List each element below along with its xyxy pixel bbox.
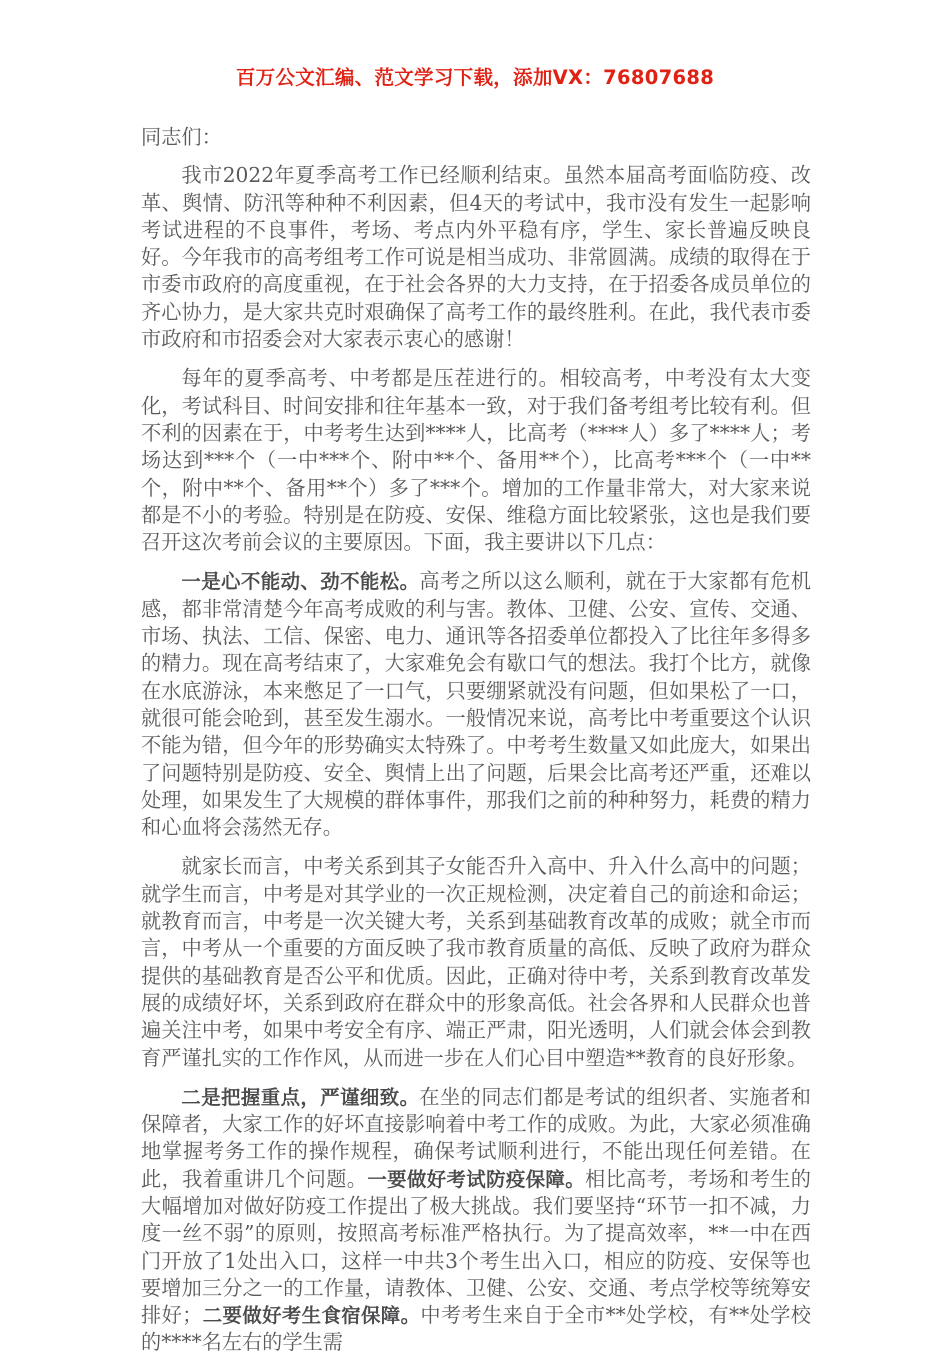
- spacer: [141, 1072, 811, 1084]
- paragraph-5: 二是把握重点，严谨细致。在坐的同志们都是考试的组织者、实施者和保障者，大家工作的好坏直接影响着中考工作的成败。为此，大家必须准确地掌握考务工作的操作规程，确保考试顺利进行，不能出现任何差错。在此，我着重讲几个问题。一要做好考试防疫保障。相比高考，考场和考生的大幅增加对做好防疫工作提出了极大挑战。我们要坚持“环节一扣不减，力度一丝不弱”的原则，按照高考标准严格执行。为了提高效率，**一中在西门开放了1处出入口，这样一中共3个考生出入口，相应的防疫、安保等也要增加三分之一的工作量，请教体、卫健、公安、交通、考点学校等统筹安排好；二要做好考生食宿保障。中考考生来自于全市**处学校，有**处学校的****名左右的学生需: [141, 1084, 811, 1355]
- paragraph-2: 每年的夏季高考、中考都是压茬进行的。相较高考，中考没有太大变化，考试科目、时间安排和往年基本一致，对于我们备考组考比较有利。但不利的因素在于，中考考生达到****人，比高考（****人）多了****人；考场达到***个（一中***个、附中**个、备用**个），比高考***个（一中**个，附中**个、备用**个）多了***个。增加的工作量非常大，对大家来说都是不小的考验。特别是在防疫、安保、维稳方面比较紧张，这也是我们要召开这次考前会议的主要原因。下面，我主要讲以下几点：: [141, 366, 811, 555]
- paragraph-1: 我市2022年夏季高考工作已经顺利结束。虽然本届高考面临防疫、改革、舆情、防汛等种种不利因素，但4天的考试中，我市没有发生一起影响考试进程的不良事件，考场、考点内外平稳有序，学生、家长普遍反映良好。今年我市的高考组考工作可说是相当成功、非常圆满。成绩的取得在于市委市政府的高度重视，在于社会各界的大力支持，在于招委各成员单位的齐心协力，是大家共克时艰确保了高考工作的最终胜利。在此，我代表市委市政府和市招委会对大家表示衷心的感谢！: [141, 163, 811, 352]
- inline-heading: 一是心不能动、劲不能松。: [181, 570, 420, 594]
- promo-header-text: 百万公文汇编、范文学习下载，添加VX：76807688: [235, 66, 715, 89]
- spacer: [141, 151, 811, 162]
- inline-heading: 二要做好考生食宿保障。: [202, 1304, 421, 1328]
- spacer: [141, 841, 811, 853]
- paragraph-3: 一是心不能动、劲不能松。高考之所以这么顺利，就在于大家都有危机感，都非常清楚今年高考成败的利与害。教体、卫健、公安、宣传、交通、市场、执法、工信、保密、电力、通讯等各招委单位都投入了比往年多得多的精力。现在高考结束了，大家难免会有歇口气的想法。我打个比方，就像在水底游泳，本来憋足了一口气，只要绷紧就没有问题，但如果松了一口，就很可能会呛到，甚至发生溺水。一般情况来说，高考比中考重要这个认识不能为错，但今年的形势确实太特殊了。中考考生数量又如此庞大，如果出了问题特别是防疫、安全、舆情上出了问题，后果会比高考还严重，还难以处理，如果发生了大规模的群体事件，那我们之前的种种努力，耗费的精力和心血将会荡然无存。: [141, 569, 811, 840]
- salutation: 同志们：: [141, 125, 222, 149]
- spacer: [141, 556, 811, 568]
- inline-heading: 二是把握重点，严谨细致。: [181, 1085, 420, 1109]
- paragraph-4: 就家长而言，中考关系到其子女能否升入高中、升入什么高中的问题；就学生而言，中考是对其学业的一次正规检测，决定着自己的前途和命运；就教育而言，中考是一次关键大考，关系到基础教育改革的成败；就全市而言，中考从一个重要的方面反映了我市教育质量的高低、反映了政府为群众提供的基础教育是否公平和优质。因此，正确对待中考，关系到教育改革发展的成绩好坏，关系到政府在群众中的形象高低。社会各界和人民群众也普遍关注中考，如果中考安全有序、端正严肃，阳光透明，人们就会体会到教育严谨扎实的工作作风，从而进一步在人们心目中塑造**教育的良好形象。: [141, 854, 811, 1070]
- document-body: [141, 124, 811, 1357]
- inline-heading: 一要做好考试防疫保障。: [367, 1167, 585, 1191]
- spacer: [141, 353, 811, 365]
